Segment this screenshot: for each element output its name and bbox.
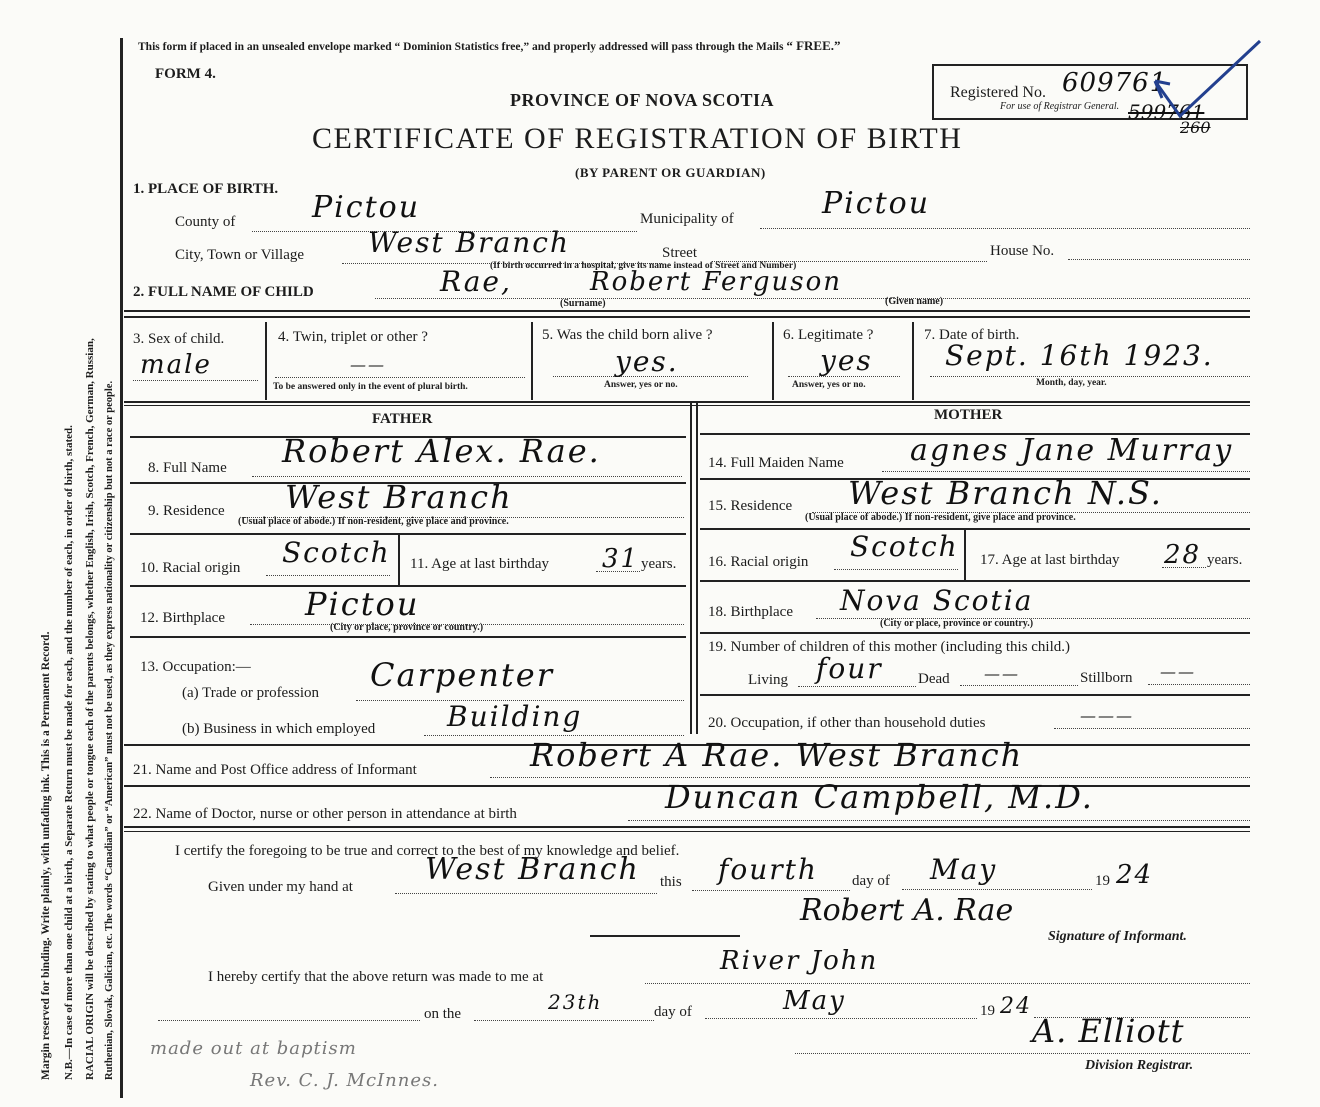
- center-divider-b: [696, 402, 698, 734]
- father-occ-label: 13. Occupation:—: [140, 659, 251, 675]
- trade-label: (a) Trade or profession: [182, 685, 320, 701]
- registered-number: 609761: [1062, 68, 1168, 98]
- legit-label: 6. Legitimate ?: [783, 327, 874, 343]
- father-race-divider: [398, 535, 400, 585]
- center-divider-a: [690, 402, 692, 734]
- dead-label: Dead: [918, 671, 950, 687]
- registrar-signature-label: Division Registrar.: [1085, 1058, 1194, 1073]
- margin-line-1: Margin reserved for binding. Write plainly, with unfading ink. This is a Permanent Record.: [40, 631, 52, 1080]
- cert-month: May: [930, 853, 998, 886]
- father-res-value: West Branch: [285, 478, 513, 516]
- dob-line: [930, 376, 1250, 377]
- rule-4: [124, 405, 1250, 406]
- dob-label: 7. Date of birth.: [924, 327, 1020, 343]
- father-res-hint: (Usual place of abode.) If non-resident, give place and province.: [238, 516, 509, 527]
- month-line: [902, 889, 1092, 890]
- father-rule-5: [130, 636, 686, 638]
- margin-rule: [120, 38, 123, 1098]
- mother-res-label: 15. Residence: [708, 498, 793, 514]
- registrar-use-note: For use of Registrar General.: [1000, 101, 1120, 112]
- registrar-month: May: [783, 986, 846, 1016]
- city-value: West Branch: [368, 226, 570, 259]
- cert-day: fourth: [718, 853, 818, 886]
- father-race-line: [266, 575, 390, 576]
- mother-rule-5: [700, 632, 1250, 634]
- father-heading: FATHER: [372, 411, 433, 427]
- living-label: Living: [748, 672, 788, 688]
- twin-hint: To be answered only in the event of plural birth.: [273, 382, 468, 392]
- stillborn-line: [1148, 684, 1250, 685]
- registered-label: Registered No.: [950, 84, 1046, 101]
- informant-signature: Robert A. Rae: [800, 893, 1014, 928]
- rule-7: [124, 826, 1250, 828]
- house-label: House No.: [990, 243, 1055, 259]
- father-name-value: Robert Alex. Rae.: [282, 432, 601, 470]
- this-label: this: [660, 874, 682, 890]
- divider-3-4: [265, 322, 267, 400]
- doctor-line: [628, 820, 1250, 821]
- father-rule-3: [130, 533, 686, 535]
- mother-bp-value: Nova Scotia: [840, 584, 1034, 617]
- alive-value: yes.: [615, 345, 679, 378]
- alive-hint: Answer, yes or no.: [604, 380, 678, 390]
- legit-hint: Answer, yes or no.: [792, 380, 866, 390]
- registrar-signature-line: [795, 1053, 1250, 1054]
- form-number: FORM 4.: [155, 66, 216, 82]
- father-age-value: 31: [602, 544, 640, 574]
- alive-label: 5. Was the child born alive ?: [542, 327, 713, 343]
- city-label: City, Town or Village: [175, 247, 305, 263]
- county-label: County of: [175, 214, 236, 230]
- margin-line-4: Ruthenian, Slovak, Galician, etc. The words “Canadian” or “American” must not be used, as they express nationality or citizenship but not a race or people.: [104, 380, 115, 1080]
- business-label: (b) Business in which employed: [182, 721, 376, 737]
- dob-hint: Month, day, year.: [1036, 378, 1107, 388]
- municipality-line: [760, 228, 1250, 229]
- sex-label: 3. Sex of child.: [133, 331, 225, 347]
- mother-name-line: [882, 471, 1250, 472]
- registrar-day-of: day of: [654, 1004, 692, 1020]
- twin-label: 4. Twin, triplet or other ?: [278, 329, 428, 345]
- mother-race-divider: [964, 530, 966, 580]
- living-line: [798, 686, 916, 687]
- living-value: four: [816, 652, 883, 685]
- informant-signature-label: Signature of Informant.: [1048, 929, 1187, 944]
- father-res-label: 9. Residence: [148, 503, 225, 519]
- hospital-note: (If birth occurred in a hospital, give its name instead of Street and Number): [490, 261, 797, 271]
- house-line: [1068, 259, 1250, 260]
- pencil-note-line-2: Rev. C. J. McInnes.: [250, 1070, 439, 1091]
- dob-value: Sept. 16th 1923.: [945, 339, 1214, 372]
- municipality-label: Municipality of: [640, 211, 734, 227]
- doctor-label: 22. Name of Doctor, nurse or other person in attendance at birth: [133, 806, 517, 822]
- legit-value: yes: [820, 344, 873, 377]
- father-bp-label: 12. Birthplace: [140, 610, 225, 626]
- given-label: Given under my hand at: [208, 879, 353, 895]
- rule-2: [124, 316, 1250, 318]
- mother-name-value: agnes Jane Murray: [910, 433, 1234, 468]
- sex-value: male: [140, 350, 212, 380]
- cert-year: 24: [1116, 860, 1154, 890]
- twin-line: [275, 377, 525, 378]
- mother-age-label: 17. Age at last birthday: [980, 552, 1120, 568]
- given-place: West Branch: [425, 852, 640, 887]
- mother-res-value: West Branch N.S.: [848, 474, 1163, 512]
- dead-value: ——: [984, 664, 1020, 683]
- informant-value: Robert A Rae. West Branch: [530, 736, 1024, 774]
- mother-bp-hint: (City or place, province or country.): [880, 618, 1034, 629]
- informant-label: 21. Name and Post Office address of Informant: [133, 762, 417, 778]
- child-name-label: 2. FULL NAME OF CHILD: [133, 284, 314, 300]
- mother-race-line: [834, 569, 958, 570]
- registrar-year-prefix: 19: [980, 1003, 995, 1019]
- father-age-label: 11. Age at last birthday: [410, 556, 549, 572]
- mother-bp-label: 18. Birthplace: [708, 604, 793, 620]
- signature-separator: [590, 935, 740, 937]
- registrar-pre-line: [158, 1020, 420, 1021]
- mother-occ-value: ———: [1080, 706, 1134, 725]
- mother-rule-4: [700, 580, 1250, 582]
- pencil-note-line-1: made out at baptism: [150, 1038, 357, 1059]
- street-label: Street: [662, 245, 697, 261]
- mother-race-label: 16. Racial origin: [708, 554, 809, 570]
- check-mark-icon: [1150, 36, 1270, 126]
- divider-6-7: [912, 322, 914, 400]
- twin-value: ——: [350, 355, 386, 374]
- father-age-unit: years.: [641, 556, 677, 572]
- mother-res-hint: (Usual place of abode.) If non-resident, give place and province.: [805, 512, 1076, 523]
- registrar-place: River John: [720, 946, 879, 976]
- page-subtitle: (BY PARENT OR GUARDIAN): [575, 165, 766, 180]
- dead-line: [960, 685, 1078, 686]
- place-section-label: 1. PLACE OF BIRTH.: [133, 181, 279, 197]
- divider-5-6: [772, 322, 774, 400]
- father-name-label: 8. Full Name: [148, 460, 227, 476]
- given-place-line: [395, 893, 657, 894]
- father-bp-value: Pictou: [305, 585, 420, 623]
- business-value: Building: [447, 700, 583, 733]
- page-title: CERTIFICATE OF REGISTRATION OF BIRTH: [312, 122, 963, 155]
- registrar-day: 23th: [548, 990, 603, 1014]
- municipality-value: Pictou: [822, 186, 931, 221]
- father-name-line: [252, 476, 682, 477]
- rule-1: [124, 310, 1250, 312]
- surname-hint: (Surname): [560, 298, 606, 309]
- trade-value: Carpenter: [370, 656, 554, 694]
- given-name-hint: (Given name): [885, 296, 944, 307]
- rule-3: [124, 401, 1250, 403]
- child-given-name: Robert Ferguson: [590, 267, 842, 297]
- mother-occ-line: [1054, 728, 1250, 729]
- child-surname: Rae,: [440, 265, 512, 298]
- struck-small: 260: [1180, 118, 1211, 137]
- mother-occ-label: 20. Occupation, if other than household duties: [708, 715, 986, 731]
- father-bp-hint: (City or place, province or country.): [330, 622, 484, 633]
- mother-age-unit: years.: [1207, 552, 1243, 568]
- margin-line-3: RACIAL ORIGIN will be described by stating to what people or tongue each of the parents belongs, whether English, Irish, Scotch, French, German, Russian,: [84, 338, 96, 1080]
- registrar-year: 24: [1000, 994, 1032, 1019]
- day-line: [692, 890, 850, 891]
- doctor-value: Duncan Campbell, M.D.: [665, 778, 1094, 816]
- sex-line: [133, 380, 258, 381]
- registrar-statement: I hereby certify that the above return was made to me at: [208, 969, 544, 985]
- stillborn-label: Stillborn: [1080, 670, 1133, 686]
- rule-8: [124, 831, 1250, 832]
- mother-name-label: 14. Full Maiden Name: [708, 455, 844, 471]
- stillborn-value: ——: [1160, 662, 1196, 681]
- mother-rule-6: [700, 694, 1250, 696]
- registrar-on-the: on the: [424, 1006, 462, 1022]
- cert-year-prefix: 19: [1095, 873, 1110, 889]
- cert-statement: I certify the foregoing to be true and correct to the best of my knowledge and belief.: [175, 843, 680, 859]
- county-value: Pictou: [312, 190, 421, 225]
- cert-day-of: day of: [852, 873, 890, 889]
- child-name-line: [375, 298, 1250, 299]
- mail-notice: This form if placed in an unsealed envelope marked “ Dominion Statistics free,” and properly addressed will pass through the Mails “ FREE.”: [138, 38, 841, 53]
- registrar-month-line: [705, 1018, 977, 1019]
- province-title: PROVINCE OF NOVA SCOTIA: [510, 90, 775, 110]
- children-label: 19. Number of children of this mother (including this child.): [708, 639, 1071, 655]
- registrar-signature: A. Elliott: [1032, 1012, 1185, 1050]
- father-race-value: Scotch: [282, 536, 391, 569]
- margin-line-2: N.B.—In case of more than one child at a birth, a Separate Return must be made for each, and the number of each, in order of birth, stated.: [63, 425, 75, 1080]
- struck-number: 599761: [1128, 100, 1205, 124]
- mother-race-value: Scotch: [850, 530, 959, 563]
- mother-rule-3: [700, 528, 1250, 530]
- father-race-label: 10. Racial origin: [140, 560, 241, 576]
- mother-age-value: 28: [1164, 540, 1202, 570]
- mother-heading: MOTHER: [934, 407, 1003, 423]
- registrar-place-line: [645, 983, 1250, 984]
- registrar-day-line: [474, 1020, 654, 1021]
- divider-4-5: [531, 322, 533, 400]
